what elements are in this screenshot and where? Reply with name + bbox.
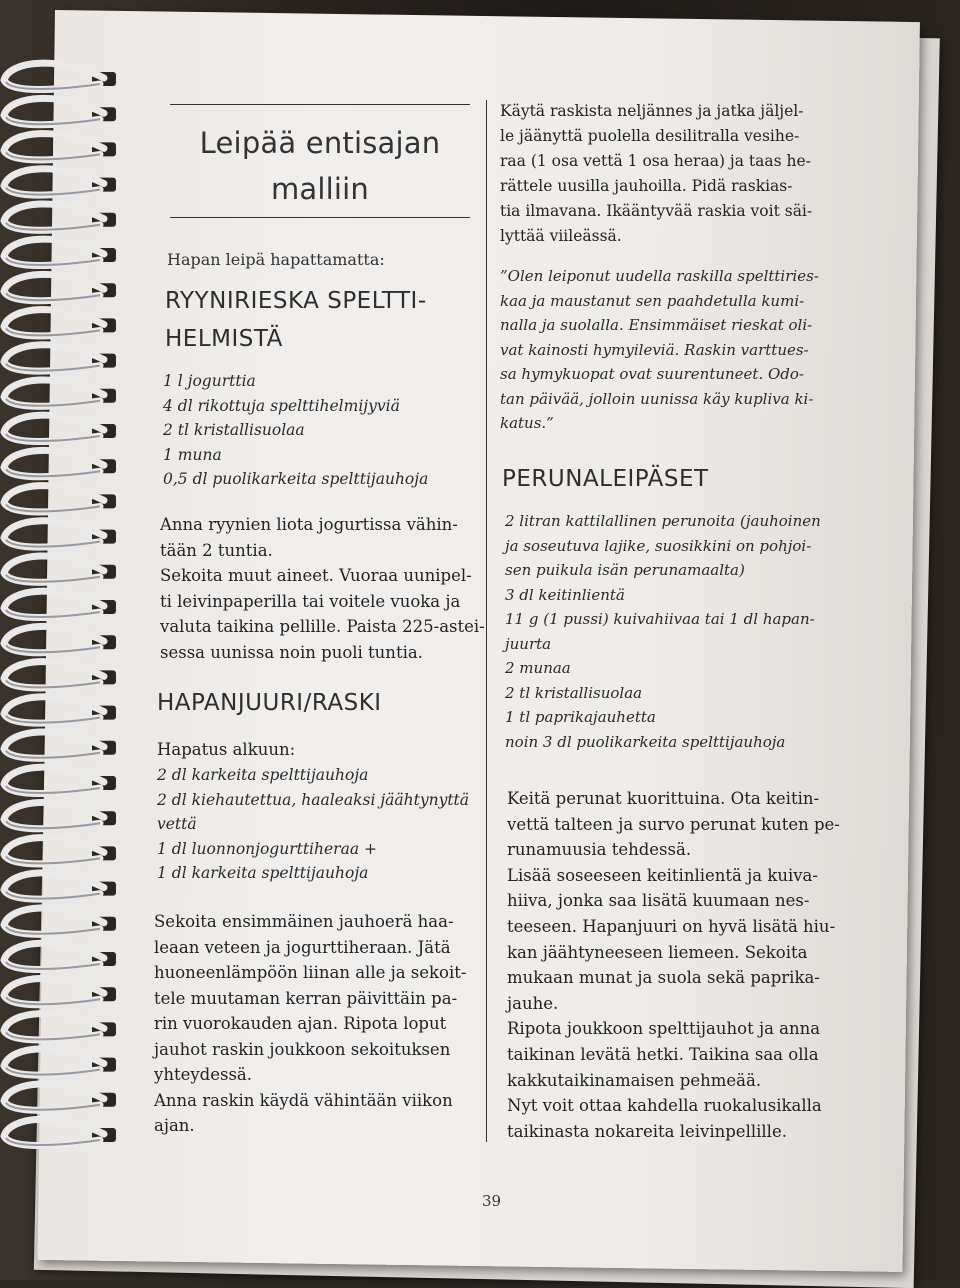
instruction-line: huoneenlämpöön liinan alle ja sekoit- xyxy=(154,963,467,982)
recipe3-heading: PERUNALEIPÄSET xyxy=(502,466,709,492)
recipe1-heading-line1: RYYNIRIESKA SPELTTI- xyxy=(165,288,427,314)
ingredient-line: sen puikula isän perunamaalta) xyxy=(505,561,745,579)
ingredient-line: 2 litran kattilallinen perunoita (jauhoinen xyxy=(505,512,821,530)
quote-line: tan päivää, jolloin uunissa käy kupliva ki- xyxy=(500,389,814,408)
instruction-line: taikinasta nokareita leivinpellille. xyxy=(507,1121,787,1141)
instruction-line: Sekoita ensimmäinen jauhoerä haa- xyxy=(154,912,454,931)
ingredient-line: 2 dl kiehautettua, haaleaksi jäähtynyttä xyxy=(157,790,470,809)
ingredient-line: noin 3 dl puolikarkeita spelttijauhoja xyxy=(505,732,786,751)
recipe2-ingredients xyxy=(157,763,469,886)
quote-line: sa hymykuopat ovat suurentuneet. Odo- xyxy=(500,365,804,383)
instruction-line: jauhot raskin joukkoon sekoituksen xyxy=(154,1039,451,1059)
text-line: rättele uusilla jauhoilla. Pidä raskias- xyxy=(500,177,793,195)
page-title-line1: Leipää entisajan xyxy=(199,126,441,160)
ingredient-line: 1 l jogurttia xyxy=(163,372,256,390)
recipe2-heading: HAPANJUURI/RASKI xyxy=(157,690,382,716)
instruction-line: jauhe. xyxy=(507,993,559,1013)
recipe2-instructions xyxy=(154,909,472,1139)
quote-line: katus.” xyxy=(500,414,554,432)
instruction-line: Anna ryynien liota jogurtissa vähin- xyxy=(160,515,458,534)
ingredient-line: 1 dl karkeita spelttijauhoja xyxy=(157,864,369,882)
ingredient-line: 3 dl keitinlientä xyxy=(505,585,625,604)
instruction-line: hiiva, jonka saa lisätä kuumaan nes- xyxy=(507,891,810,911)
instruction-line: Ripota joukkoon spelttijauhot ja anna xyxy=(507,1019,821,1039)
author-quote xyxy=(500,264,819,436)
text-line: raa (1 osa vettä 1 osa heraa) ja taas he- xyxy=(500,152,811,170)
instruction-line: kakkutaikinamaisen pehmeää. xyxy=(507,1070,762,1090)
ingredient-line: vettä xyxy=(157,815,197,833)
instruction-line: Keitä perunat kuorittuina. Ota keitin- xyxy=(507,789,820,808)
ingredient-line: juurta xyxy=(505,634,552,653)
text-line: tia ilmavana. Ikääntyvää raskia voit säi- xyxy=(500,202,813,220)
ingredient-line: 1 dl luonnonjogurttiheraa + xyxy=(157,839,377,858)
instruction-line: valuta taikina pellille. Paista 225-astei- xyxy=(160,617,485,636)
quote-line: nalla ja suolalla. Ensimmäiset rieskat oli- xyxy=(500,316,813,334)
ingredient-line: 2 munaa xyxy=(505,659,571,677)
quote-line: kaa ja maustanut sen paahdetulla kumi- xyxy=(500,291,805,310)
instruction-line: ajan. xyxy=(154,1116,195,1135)
instruction-line: Nyt voit ottaa kahdella ruokalusikalla xyxy=(507,1096,822,1116)
page-title-line2: malliin xyxy=(270,172,370,206)
ingredient-line: 4 dl rikottuja spelttihelmijyviä xyxy=(163,396,400,415)
recipe1-heading xyxy=(165,282,427,358)
quote-line: ”Olen leiponut uudella raskilla spelttiries- xyxy=(500,267,819,285)
recipe1-ingredients xyxy=(163,369,428,492)
text-line: le jäänyttä puolella desilitralla vesihe- xyxy=(500,127,800,145)
recipe1-instructions xyxy=(160,512,485,665)
ingredient-line: 2 tl kristallisuolaa xyxy=(505,683,643,702)
ingredient-line: 2 tl kristallisuolaa xyxy=(163,421,305,439)
instruction-line: taikinan levätä hetki. Taikina saa olla xyxy=(507,1044,819,1064)
ingredient-line: 1 tl paprikajauhetta xyxy=(505,708,656,726)
instruction-line: Anna raskin käydä vähintään viikon xyxy=(154,1090,453,1110)
text-line: lyttää viileässä. xyxy=(500,227,622,245)
instruction-line: Lisää soseeseen keitinlientä ja kuiva- xyxy=(507,865,818,885)
instruction-line: tele muutaman kerran päivittäin pa- xyxy=(154,988,458,1008)
quote-line: vat kainosti hymyileviä. Raskin varttues- xyxy=(500,340,809,359)
intro-text: Hapan leipä hapattamatta: xyxy=(167,250,385,269)
instruction-line: leaan veteen ja jogurttiheraan. Jätä xyxy=(154,937,451,957)
recipe3-instructions xyxy=(507,786,840,1144)
ingredient-line: 2 dl karkeita spelttijauhoja xyxy=(157,766,369,784)
recipe3-ingredients xyxy=(505,509,821,754)
instruction-line: mukaan munat ja suola sekä paprika- xyxy=(507,968,820,988)
title-rule-bottom xyxy=(170,217,470,218)
title-rule-top xyxy=(170,104,470,105)
instruction-line: teeseen. Hapanjuuri on hyvä lisätä hiu- xyxy=(507,916,836,936)
ingredient-line: 1 muna xyxy=(163,445,222,464)
page-number: 39 xyxy=(482,1192,502,1210)
page-title xyxy=(170,120,470,212)
ingredient-line: 0,5 dl puolikarkeita spelttijauhoja xyxy=(163,470,429,488)
column-divider xyxy=(486,100,487,1142)
recipe2-lead: Hapatus alkuun: xyxy=(157,740,296,759)
ingredient-line: 11 g (1 pussi) kuivahiivaa tai 1 dl hapan- xyxy=(505,610,815,628)
instruction-line: yhteydessä. xyxy=(154,1065,253,1084)
recipe1-heading-line2: HELMISTÄ xyxy=(165,326,283,352)
instruction-line: Sekoita muut aineet. Vuoraa uunipel- xyxy=(160,566,472,585)
instruction-line: runamuusia tehdessä. xyxy=(507,840,692,860)
ingredient-line: ja soseutuva lajike, suosikkini on pohjoi- xyxy=(505,536,812,555)
instruction-line: ti leivinpaperilla tai voitele vuoka ja xyxy=(160,591,461,611)
instruction-line: sessa uunissa noin puoli tuntia. xyxy=(160,642,423,662)
instruction-line: kan jäähtyneeseen liemeen. Sekoita xyxy=(507,942,808,962)
instruction-line: tään 2 tuntia. xyxy=(160,540,273,560)
raski-continued-text xyxy=(500,99,820,249)
text-line: Käytä raskista neljännes ja jatka jäljel- xyxy=(500,102,804,120)
instruction-line: rin vuorokauden ajan. Ripota loput xyxy=(154,1014,447,1033)
instruction-line: vettä talteen ja survo perunat kuten pe- xyxy=(507,814,840,834)
